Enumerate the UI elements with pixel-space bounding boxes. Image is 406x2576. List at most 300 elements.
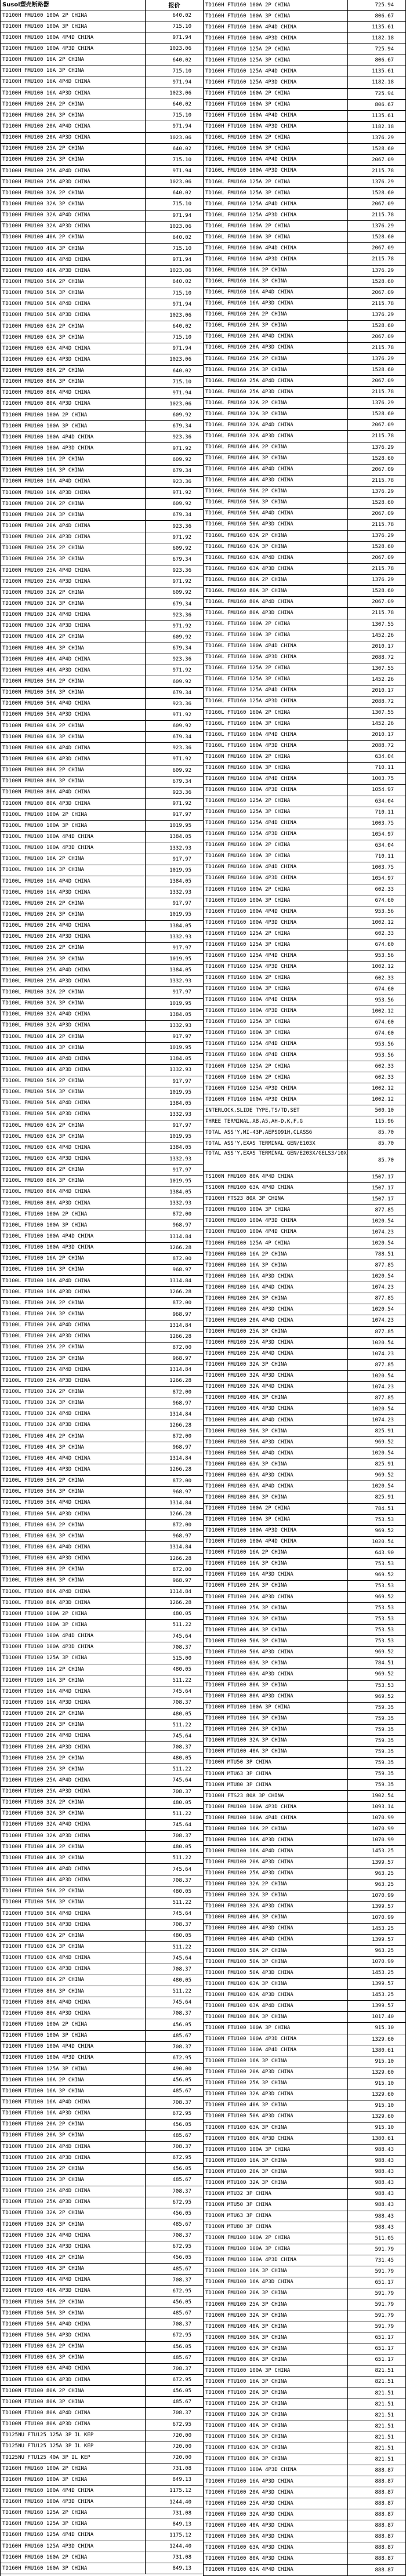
product-price: 1019.95 [169, 1000, 191, 1007]
product-model: TD100H FMU100 20A 4P4D CHINA [204, 1315, 348, 1326]
product-model: TD100N FTU100 16A 3P CHINA [204, 2056, 348, 2067]
product-model: TD100L FMU100 63A 4P3D CHINA [1, 1153, 146, 1164]
product-price: 720.00 [172, 2432, 191, 2439]
product-price: 511.05 [375, 2235, 394, 2241]
table-row [204, 2399, 405, 2410]
table-row [204, 1692, 405, 1703]
product-price: 708.37 [172, 2365, 191, 2372]
product-model: TD100N MTU50 3P CHINA [204, 2200, 348, 2210]
product-model: TD100N FTU100 25A 4P3D CHINA [1, 2197, 146, 2208]
product-price: 1023.06 [169, 401, 191, 407]
product-price: 745.64 [172, 2000, 191, 2006]
table-row [1, 321, 203, 332]
table-row [1, 88, 203, 99]
table-row [1, 721, 203, 732]
product-price: 888.87 [375, 2490, 394, 2496]
table-row [1, 732, 203, 743]
table-row [204, 840, 405, 851]
right-price-column [203, 0, 406, 2576]
product-price: 674.60 [375, 898, 394, 904]
product-price: 988.43 [375, 2147, 394, 2153]
product-model: TD160N FMU160 125A 2P CHINA [204, 796, 348, 807]
product-price: 923.36 [172, 434, 191, 441]
table-row [204, 2321, 405, 2332]
product-price: 708.37 [172, 1744, 191, 1750]
product-price: 1314.84 [169, 1322, 191, 1329]
table-row [1, 1087, 203, 1098]
product-model: TD160H FTU160 125A 3P CHINA [204, 55, 348, 66]
table-row [1, 2031, 203, 2042]
product-model: TD100H FTU100 20A 3P CHINA [1, 1720, 146, 1730]
product-model: TD100N FTU100 63A 4P3D CHINA [204, 2542, 348, 2553]
product-model: TD100H FMU100 63A 3P CHINA [204, 1979, 348, 1989]
product-model: TD100H FMU100 20A 3P CHINA [1, 110, 146, 121]
product-model: TD160N FTU160 125A 2P CHINA [204, 1061, 348, 1072]
product-price: 456.05 [172, 2255, 191, 2261]
product-price: 1528.60 [372, 146, 394, 152]
table-row [204, 1183, 405, 1194]
product-price: 923.36 [172, 701, 191, 707]
product-model: TD100H FMU100 40A 4P4D CHINA [204, 1935, 348, 1945]
product-price: 672.95 [172, 2288, 191, 2294]
product-price: 511.22 [172, 1811, 191, 1817]
table-row [204, 2531, 405, 2542]
product-model: TD160L FMU160 20A 3P CHINA [204, 321, 348, 331]
product-price: 480.05 [172, 1977, 191, 1983]
table-row [204, 2421, 405, 2432]
product-price: 1314.84 [169, 1589, 191, 1595]
product-model: TD125NU FTU125 125A 3P IL KEP [1, 2430, 146, 2441]
product-model: TD100N FTU100 32A 4P3D CHINA [204, 2509, 348, 2520]
table-row [204, 2233, 405, 2244]
product-price: 679.34 [172, 512, 191, 518]
product-price: 821.51 [375, 2390, 394, 2396]
product-price: 708.37 [172, 2044, 191, 2050]
product-model: TD100N FTU100 25A 3P CHINA [204, 2399, 348, 2410]
table-row [204, 33, 405, 44]
product-model: TD100H FTU100 40A 4P3D CHINA [1, 1875, 146, 1886]
table-row [204, 1581, 405, 1592]
table-row [204, 1824, 405, 1835]
product-model: TD160L FMU160 100A 4P4D CHINA [204, 155, 348, 165]
product-model: TD100H FTU100 63A 4P4D CHINA [1, 1953, 146, 1964]
product-model: TD160N FTU160 160A 3P CHINA [204, 984, 348, 995]
table-row [1, 2386, 203, 2397]
product-price: 969.52 [375, 1439, 394, 1446]
table-row [204, 1426, 405, 1437]
product-model: TD100N FMU100 25A 3P CHINA [1, 554, 146, 565]
table-row [1, 832, 203, 843]
product-price: 753.53 [375, 1638, 394, 1645]
product-price: 2067.09 [372, 422, 394, 429]
product-price: 591.79 [375, 2313, 394, 2319]
product-price: 511.22 [172, 1766, 191, 1773]
product-price: 679.34 [172, 423, 191, 430]
product-price: 456.05 [172, 2210, 191, 2216]
table-row [1, 2153, 203, 2164]
table-row [204, 2023, 405, 2034]
product-model: TD100N FTU100 50A 4P3D CHINA [204, 1647, 348, 1657]
product-price: 1376.29 [372, 135, 394, 141]
product-price: 1054.97 [372, 787, 394, 793]
product-price: 821.51 [375, 2412, 394, 2418]
table-row [204, 641, 405, 652]
product-model: TD100H FTU100 80A 4P3D CHINA [1, 2008, 146, 2019]
table-row [204, 2244, 405, 2255]
product-price: 725.94 [375, 90, 394, 97]
table-row [204, 2100, 405, 2111]
table-row [204, 1061, 405, 1072]
product-price: 609.92 [172, 456, 191, 463]
table-row [1, 1565, 203, 1576]
product-price: 1380.61 [372, 2136, 394, 2142]
product-model: TD100H FMU100 40A 4P3D CHINA [1, 266, 146, 276]
product-model: TD160N FMU160 100A 4P4D CHINA [204, 774, 348, 784]
product-model: TD100H FTU100 100A 4P4D CHINA [1, 1631, 146, 1642]
product-price: 651.17 [375, 2346, 394, 2352]
product-model: TD100H FMU100 100A 4P4D CHINA [204, 1813, 348, 1823]
product-model: TD100L FMU100 25A 4P3D CHINA [1, 976, 146, 986]
product-model: TD100H FMU100 50A 2P CHINA [1, 277, 146, 287]
product-price: 456.05 [172, 2077, 191, 2084]
table-row [204, 564, 405, 575]
product-model: TD100N FTU100 16A 3P CHINA [204, 2377, 348, 2387]
product-model: TD100N FMU100 32A 4P3D CHINA [1, 621, 146, 632]
product-model: TD100H FTU100 32A 2P CHINA [1, 1798, 146, 1808]
product-price: 759.35 [375, 1782, 394, 1788]
table-row [204, 376, 405, 387]
product-model: TD100H FMU100 16A 3P CHINA [204, 1260, 348, 1271]
table-row [1, 1387, 203, 1398]
product-price: 85.70 [378, 1158, 394, 1164]
table-row [1, 332, 203, 343]
table-row [204, 2509, 405, 2520]
table-row [204, 1846, 405, 1857]
product-model: TD160N FTU160 100A 3P CHINA [204, 895, 348, 906]
product-model: TD100N FMU100 20A 4P4D CHINA [1, 521, 146, 531]
product-price: 591.79 [375, 2268, 394, 2274]
product-price: 1384.05 [169, 967, 191, 974]
table-row [204, 1094, 405, 1105]
product-price: 708.37 [172, 1788, 191, 1795]
product-model: TD100N FTU100 80A 4P3D CHINA [1, 2419, 146, 2430]
product-model: TD100H FMU100 32A 4P4D CHINA [1, 211, 146, 221]
product-model: TD160L FMU160 20A 2P CHINA [204, 310, 348, 320]
product-price: 602.33 [375, 1064, 394, 1070]
product-price: 511.22 [172, 1855, 191, 1862]
product-model: TD100H FTU100 20A 4P3D CHINA [1, 1742, 146, 1753]
product-price: 1023.06 [169, 179, 191, 186]
table-row [204, 1249, 405, 1260]
product-model: TD100L FTU100 63A 3P CHINA [1, 1531, 146, 1541]
product-price: 1182.18 [372, 79, 394, 86]
product-price: 672.95 [172, 2377, 191, 2383]
product-price: 679.34 [172, 556, 191, 563]
product-model: TD160L FMU160 25A 3P CHINA [204, 365, 348, 375]
product-price: 731.08 [172, 2466, 191, 2472]
table-row [1, 554, 203, 565]
product-model: TD100H FTU100 100A 4P3D CHINA [1, 1642, 146, 1653]
table-row [204, 995, 405, 1006]
table-row [1, 2264, 203, 2275]
product-model: TD100N FTU100 20A 4P3D CHINA [204, 2487, 348, 2498]
product-model: TD100L FMU100 40A 3P CHINA [1, 1043, 146, 1053]
product-price: 872.00 [172, 1566, 191, 1573]
table-row [204, 1393, 405, 1404]
product-price: 1453.25 [372, 1970, 394, 1976]
table-row [204, 1736, 405, 1747]
product-model: TD100L FTU100 32A 4P3D CHINA [1, 1420, 146, 1431]
product-model: TD100H FMU100 20A 4P3D CHINA [1, 133, 146, 143]
product-model: TD100H FTS23 80A 3P CHINA [204, 1791, 348, 1801]
table-row [1, 2142, 203, 2153]
product-price: 915.10 [375, 2080, 394, 2087]
table-row [1, 654, 203, 665]
product-model: TD100H FMU100 25A 2P CHINA [1, 144, 146, 154]
table-row [204, 1570, 405, 1581]
product-model: TD160H FMU160 160A 2P CHINA [1, 2552, 146, 2563]
table-row [1, 1520, 203, 1531]
product-price: 679.34 [172, 690, 191, 696]
table-row [1, 2330, 203, 2341]
product-price: 1332.93 [169, 890, 191, 896]
product-model: TD100L FMU100 50A 3P CHINA [1, 1087, 146, 1098]
product-model: TD160N FTU160 160A 3P CHINA [204, 1028, 348, 1039]
product-price: 85.70 [378, 1141, 394, 1147]
product-price: 1314.84 [169, 1456, 191, 1462]
product-model: TD100H FMU100 100A 4P4D CHINA [204, 1227, 348, 1238]
product-price: 485.67 [172, 2310, 191, 2317]
product-model: TD100L FMU100 25A 2P CHINA [1, 943, 146, 953]
table-row [1, 2186, 203, 2197]
product-price: 1266.28 [169, 1600, 191, 1606]
table-row [204, 2310, 405, 2321]
product-model: TD100N FTU100 20A 2P CHINA [1, 2120, 146, 2130]
table-row [204, 1437, 405, 1448]
product-model: TD160L FMU160 32A 4P4D CHINA [204, 420, 348, 430]
product-model: TD100H FTU100 25A 4P4D CHINA [1, 1775, 146, 1786]
product-model: TD160N FTU160 125A 3P CHINA [204, 939, 348, 950]
product-price: 710.11 [375, 853, 394, 859]
table-row [1, 987, 203, 998]
product-price: 715.10 [172, 335, 191, 341]
product-model: TD100L FMU100 16A 2P CHINA [1, 854, 146, 865]
product-price: 971.94 [172, 79, 191, 85]
product-price: 1003.75 [372, 864, 394, 870]
product-model: TD160L FMU160 63A 2P CHINA [204, 531, 348, 541]
table-row [204, 321, 405, 332]
product-model: TD100H FTU100 63A 3P CHINA [1, 1942, 146, 1952]
table-row [1, 1986, 203, 1997]
product-price: 609.92 [172, 767, 191, 774]
product-model: TD160L FMU160 20A 4P3D CHINA [204, 343, 348, 353]
product-price: 1329.60 [372, 2069, 394, 2076]
product-model: TD160L FMU160 25A 4P3D CHINA [204, 387, 348, 397]
table-row [204, 111, 405, 122]
table-row [1, 2109, 203, 2120]
product-model: TD100L FMU100 40A 4P4D CHINA [1, 1054, 146, 1064]
table-row [1, 299, 203, 310]
table-row [204, 1327, 405, 1338]
table-row [204, 266, 405, 277]
table-row [1, 2297, 203, 2308]
product-model: TD100N FMU100 100A 4P3D CHINA [1, 443, 146, 453]
product-price: 1023.06 [169, 90, 191, 97]
product-model: TD100N FTU100 80A 3P CHINA [204, 1681, 348, 1691]
table-row [204, 100, 405, 111]
product-model: TD100N FTU100 32A 4P3D CHINA [204, 2089, 348, 2100]
product-model: TD100N MTU100 40A 3P CHINA [204, 1747, 348, 1757]
product-price: 872.00 [172, 1344, 191, 1351]
product-model: TD100H FMU100 40A 4P4D CHINA [204, 1415, 348, 1425]
table-row [1, 388, 203, 399]
table-row [204, 1979, 405, 1990]
table-row [1, 1787, 203, 1798]
product-model: TD100H FMU100 16A 3P CHINA [1, 66, 146, 77]
product-model: TD100L FTU100 25A 3P CHINA [1, 1354, 146, 1364]
product-price: 1528.60 [372, 190, 394, 197]
product-model: TD100N FTU100 16A 3P CHINA [1, 2086, 146, 2096]
product-price: 710.11 [375, 809, 394, 815]
product-price: 988.43 [375, 2158, 394, 2164]
product-price: 968.97 [172, 1445, 191, 1451]
product-price: 672.95 [172, 2055, 191, 2061]
product-price: 715.10 [172, 246, 191, 252]
product-model: TD100N FMU100 50A 4P3D CHINA [1, 710, 146, 720]
table-row [204, 2200, 405, 2211]
product-price: 1054.97 [372, 875, 394, 881]
product-price: 759.35 [375, 1704, 394, 1711]
product-price: 917.97 [172, 989, 191, 996]
table-row [204, 1913, 405, 1924]
product-model: TD100H FTU100 50A 2P CHINA [1, 1886, 146, 1897]
table-row [204, 1880, 405, 1891]
table-row [1, 354, 203, 365]
table-row [204, 2542, 405, 2553]
product-model: TD160N FTU160 100A 4P4D CHINA [204, 906, 348, 917]
product-model: TD100N FTU100 50A 4P3D CHINA [204, 2531, 348, 2542]
product-price: 821.51 [375, 2379, 394, 2385]
product-price: 1023.06 [169, 135, 191, 141]
product-price: 1314.84 [169, 1544, 191, 1551]
table-row [1, 2120, 203, 2131]
product-model: TD100N FTU100 20A 3P CHINA [204, 2388, 348, 2399]
product-model: TD100N FTU100 32A 4P4D CHINA [1, 2230, 146, 2241]
table-row [204, 696, 405, 708]
table-row [1, 1320, 203, 1331]
product-price: 1020.54 [372, 1340, 394, 1346]
table-row [1, 2241, 203, 2252]
table-row [204, 796, 405, 807]
product-model: TD100H FMU100 63A 4P4D CHINA [204, 1481, 348, 1492]
table-row [204, 1592, 405, 1603]
product-model: TD100N FMU100 50A 2P CHINA [1, 676, 146, 687]
product-price: 968.97 [172, 1577, 191, 1584]
product-price: 971.92 [172, 445, 191, 452]
product-price: 971.94 [172, 257, 191, 263]
product-model: TD100N FTU100 40A 3P CHINA [204, 1625, 348, 1635]
product-price: 634.04 [375, 798, 394, 804]
product-model: TD100N FMU100 25A 4P4D CHINA [1, 565, 146, 576]
table-row [1, 1231, 203, 1242]
table-row [1, 943, 203, 954]
table-row [204, 1902, 405, 1913]
product-price: 1452.26 [372, 632, 394, 638]
table-row [1, 2053, 203, 2064]
product-model: TD100L FMU100 32A 3P CHINA [1, 999, 146, 1009]
product-model: TD100H FTU100 20A 2P CHINA [1, 1709, 146, 1719]
product-price: 485.67 [172, 2222, 191, 2228]
product-price: 715.10 [172, 201, 191, 208]
product-model: TD100L FTU100 20A 4P4D CHINA [1, 1320, 146, 1331]
product-price: 708.37 [172, 2321, 191, 2328]
table-row [1, 565, 203, 576]
product-price: 1332.93 [169, 1022, 191, 1029]
product-price: 511.22 [172, 1678, 191, 1684]
product-model: TD100L FMU100 32A 2P CHINA [1, 987, 146, 997]
product-price: 917.97 [172, 901, 191, 907]
product-model: TD125NU FTU125 40A 3P IL KEP [1, 2452, 146, 2463]
table-row [204, 2123, 405, 2134]
product-model: TD100L FMU100 80A 3P CHINA [1, 1176, 146, 1187]
product-price: 1332.93 [169, 934, 191, 940]
table-row [1, 777, 203, 788]
table-row [204, 2410, 405, 2421]
product-price: 1020.54 [372, 1539, 394, 1545]
product-price: 715.10 [172, 113, 191, 119]
product-model: TD100H FTU100 80A 3P CHINA [1, 1986, 146, 1997]
table-row [1, 1809, 203, 1820]
table-row [1, 1731, 203, 1742]
table-row [204, 1271, 405, 1282]
product-price: 2010.17 [372, 687, 394, 694]
product-price: 988.43 [375, 2202, 394, 2208]
product-price: 917.97 [172, 856, 191, 862]
product-model: TD160N FTU160 100A 2P CHINA [204, 884, 348, 895]
table-row [1, 510, 203, 521]
table-row [1, 188, 203, 199]
table-row [204, 89, 405, 100]
product-model: TD100L FTU100 63A 4P4D CHINA [1, 1542, 146, 1552]
table-row [204, 1338, 405, 1349]
table-row [204, 1172, 405, 1183]
product-model: TD100H FTS23 80A 3P CHINA [204, 1194, 348, 1204]
table-row [1, 2463, 203, 2475]
product-price: 1332.93 [169, 1200, 191, 1207]
table-row [1, 643, 203, 654]
product-model: TD100N FTU100 40A 3P CHINA [1, 2264, 146, 2274]
product-model: TD160N FTU160 160A 4P4D CHINA [204, 995, 348, 1006]
table-row [1, 2419, 203, 2430]
table-row [204, 630, 405, 641]
product-price: 971.94 [172, 168, 191, 175]
table-row [1, 976, 203, 987]
product-model: TD100H FMU100 16A 4P3D CHINA [204, 1271, 348, 1282]
product-model: TD100L FMU100 40A 2P CHINA [1, 1032, 146, 1042]
product-price: 971.94 [172, 301, 191, 307]
product-model: TD100N FTU100 100A 4P4D CHINA [204, 2045, 348, 2056]
table-row [1, 1997, 203, 2008]
table-row [204, 2443, 405, 2454]
product-price: 1399.57 [372, 2003, 394, 2009]
product-price: 609.92 [172, 634, 191, 640]
product-price: 115.96 [375, 1119, 394, 1125]
product-price: 1020.54 [372, 1406, 394, 1412]
product-model: TD100N FTU100 63A 3P CHINA [1, 2353, 146, 2363]
product-model: TD160H FTU160 125A 4P3D CHINA [204, 77, 348, 88]
product-model: TD100L FTU100 40A 4P3D CHINA [1, 1464, 146, 1475]
product-model: TD100H FTU100 16A 3P CHINA [1, 1675, 146, 1686]
